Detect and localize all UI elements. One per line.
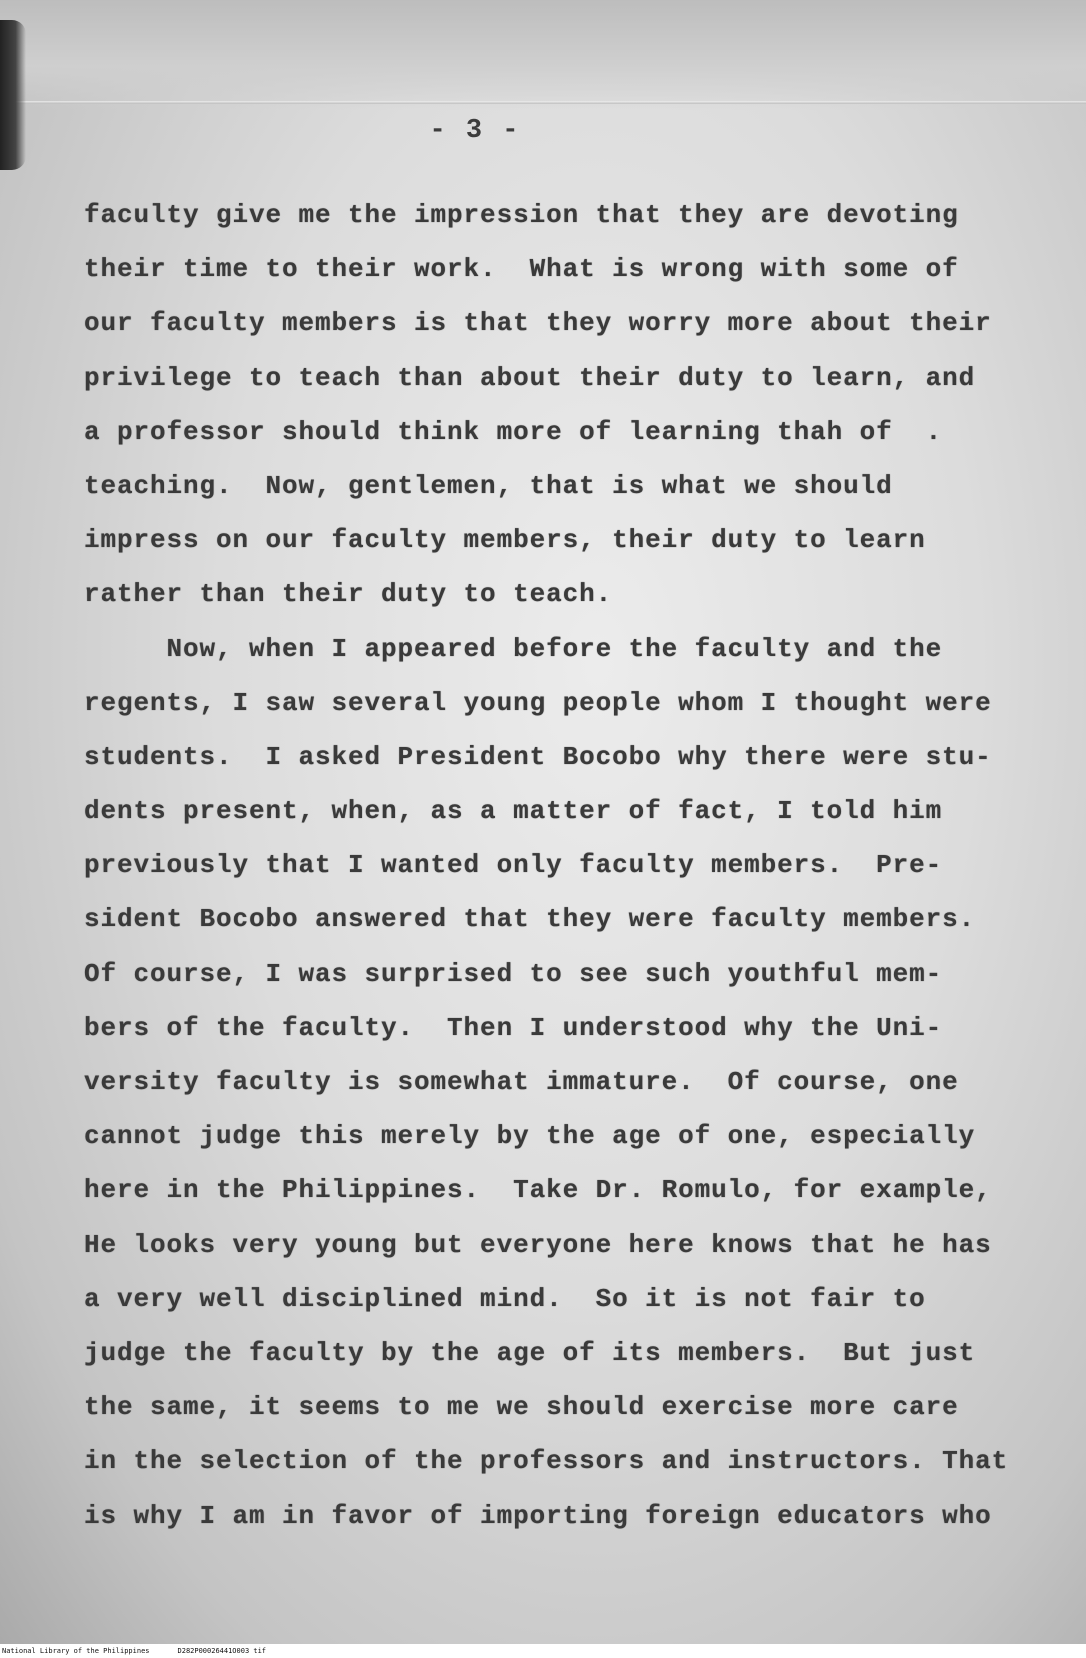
page-number: - 3 - <box>429 116 521 146</box>
footer-file-id: D282P00026441O003 tif <box>177 1647 267 1655</box>
text-line: in the selection of the professors and instructors. That <box>84 1446 1009 1477</box>
text-line: teaching. Now, gentlemen, that is what we should <box>84 470 893 501</box>
text-line: their time to their work. What is wrong with some of <box>84 254 959 285</box>
binding-edge-mark <box>0 20 26 170</box>
text-line: is why I am in favor of importing foreign educators who <box>84 1500 992 1531</box>
text-line: faculty give me the impression that they are devoting <box>84 200 959 230</box>
footer-library: National Library of the Philippines <box>2 1647 150 1655</box>
text-line: rather than their duty to teach. <box>84 579 613 610</box>
text-line: sident Bocobo answered that they were faculty members. <box>84 904 976 935</box>
text-line: a professor should think more of learning thah of . <box>84 416 943 447</box>
text-line: judge the faculty by the age of its members. But just <box>84 1337 976 1368</box>
text-line: a very well disciplined mind. So it is not fair to <box>84 1283 926 1314</box>
text-line: versity faculty is somewhat immature. Of course, one <box>84 1067 959 1097</box>
scan-shadow <box>0 0 1086 110</box>
text-line: privilege to teach than about their duty to learn, and <box>84 362 976 393</box>
typed-body-text <box>84 188 1044 1543</box>
text-line: cannot judge this merely by the age of one, especially <box>84 1121 976 1152</box>
text-line: He looks very young but everyone here knows that he has <box>84 1229 992 1260</box>
archive-footer <box>0 1644 1086 1658</box>
text-line: regents, I saw several young people whom I thought were <box>84 687 992 718</box>
text-line: dents present, when, as a matter of fact, I told him <box>84 796 943 827</box>
text-line: Now, when I appeared before the faculty and the <box>84 633 943 664</box>
text-line: previously that I wanted only faculty members. Pre- <box>84 850 943 881</box>
text-line: our faculty members is that they worry more about their <box>84 308 992 339</box>
text-line: impress on our faculty members, their duty to learn <box>84 525 926 556</box>
text-line: bers of the faculty. Then I understood why the Uni- <box>84 1012 943 1043</box>
text-line: here in the Philippines. Take Dr. Romulo, for example, <box>84 1175 992 1206</box>
text-line: the same, it seems to me we should exercise more care <box>84 1392 959 1423</box>
page-fold-line <box>0 101 1086 104</box>
text-line: students. I asked President Bocobo why there were stu- <box>84 741 992 772</box>
text-line: Of course, I was surprised to see such youthful mem- <box>84 958 943 989</box>
